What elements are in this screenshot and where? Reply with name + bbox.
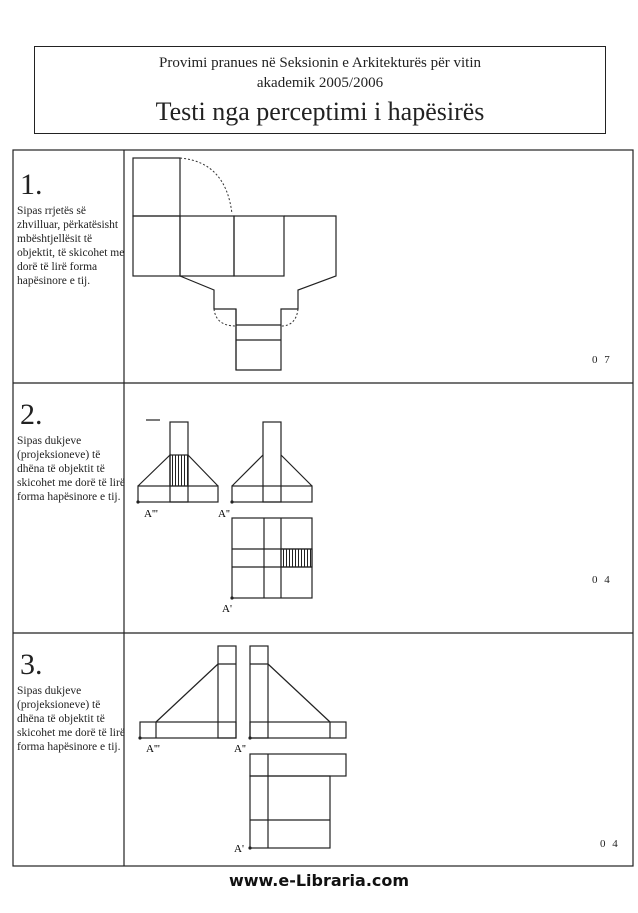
task-2-number: 2.: [20, 398, 43, 431]
task-2-label-a-double: A'': [218, 508, 230, 520]
task-3-number: 3.: [20, 648, 43, 681]
task-2-label-a-single: A': [222, 603, 232, 615]
header-line-1: Provimi pranues në Seksionin e Arkitekturës për vitin: [158, 55, 482, 71]
task-1-number: 1.: [20, 168, 43, 201]
task-2-label-a-triple: A''': [144, 508, 158, 520]
task-3-label-a-double: A'': [234, 743, 246, 755]
task-3-score: 0 4: [600, 838, 620, 850]
task-3-label-a-triple: A''': [146, 743, 160, 755]
footer-watermark: www.e-Libraria.com: [228, 871, 410, 890]
header-line-2: akademik 2005/2006: [256, 75, 384, 91]
task-1-score: 0 7: [592, 354, 612, 366]
task-2-score: 0 4: [592, 574, 612, 586]
page-title: Testi nga perceptimi i hapësirës: [155, 97, 485, 126]
task-2-text: Sipas dukjeve (projeksioneve) të dhëna të objektit të skicohet me dorë të lirë forma hapësinore e tij.: [17, 435, 125, 503]
task-3-text: Sipas dukjeve (projeksioneve) të dhëna të objektit të skicohet me dorë të lirë forma hapësinore e tij.: [17, 685, 125, 753]
task-3-label-a-single: A': [234, 843, 244, 855]
task-1-text: Sipas rrjetës së zhvilluar, përkatësisht mbështjellësit të objektit, të skicohet me dorë të lirë forma hapësinore e tij.: [17, 205, 125, 287]
